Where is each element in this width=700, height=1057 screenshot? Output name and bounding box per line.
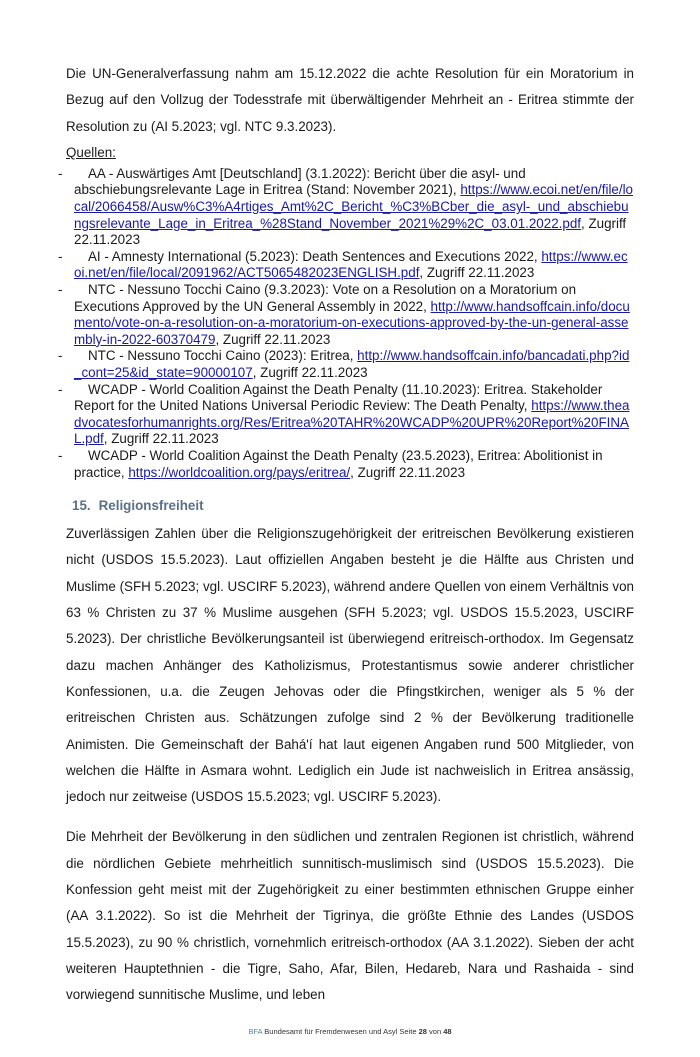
reference-item [58, 382, 634, 448]
reference-item [58, 282, 634, 348]
page-footer [66, 1027, 634, 1037]
reference-text: WCADP - World Coalition Against the Death Penalty (23.5.2023), Eritrea: Abolitionist in practice, [74, 447, 603, 480]
footer-org: Bundesamt für Fremdenwesen und Asyl [264, 1026, 398, 1036]
section-number: 15. [72, 498, 91, 514]
intro-paragraph: Die UN-Generalverfassung nahm am 15.12.2022 die achte Resolution für ein Moratorium in Bezug auf den Vollzug der Todesstrafe mit überwältigender Mehrheit an - Eritrea stimmte der Resolution zu (AI 5.2023; vgl. NTC 9.3.2023). [66, 66, 634, 134]
reference-text: NTC - Nessuno Tocchi Caino (2023): Eritrea, [88, 348, 358, 364]
reference-item [58, 249, 634, 282]
list-dash: - [58, 447, 63, 463]
section-heading [72, 497, 634, 515]
page-total: 48 [443, 1026, 452, 1036]
reference-access-date: , Zugriff 22.11.2023 [103, 431, 219, 447]
reference-link[interactable]: https://www.ecoi.net/en/file/local/2066458/Ausw%C3%A4rtiges_Amt%2C_Bericht_%C3%BCber_die_asyl-_und_abschiebungsrelevante_Lage_in_Eritrea_%28Stand_November_2021%29%2C_03.01.2022.pdf [74, 182, 634, 231]
reference-link[interactable]: http://www.handsoffcain.info/bancadati.php?id_cont=25&id_state=90000107 [74, 348, 630, 381]
reference-link[interactable]: https://www.ecoi.net/en/file/local/2091962/ACT5065482023ENGLISH.pdf [74, 248, 628, 281]
reference-access-date: , Zugriff 22.11.2023 [252, 365, 368, 381]
footer-page-label: Seite [399, 1026, 417, 1036]
reference-access-date: , Zugriff 22.11.2023 [419, 265, 535, 281]
reference-link[interactable]: http://www.handsoffcain.info/documento/vote-on-a-resolution-on-a-moratorium-on-executions-approved-by-the-un-general-assembly-in-2022-60370479 [74, 298, 630, 347]
body-paragraph: Die Mehrheit der Bevölkerung in den südlichen und zentralen Regionen ist christlich, während die nördlichen Gebiete mehrheitlich sunnitisch-muslimisch sind (USDOS 15.5.2023). Die Konfession geht meist mit der Zugehörigkeit zu einer bestimmten ethnischen Gruppe einher (AA 3.1.2022). So ist die Mehrheit der Tigrinya, die größte Ethnie des Landes (USDOS 15.5.2023), zu 90 % christlich, vornehmlich eritreisch-orthodox (AA 3.1.2022). Sieben der acht weiteren Hauptethnien - die Tigre, Saho, Afar, Bilen, Hedareb, Nara und Rashaida - sind vorwiegend sunnitische Muslime, und leben [66, 829, 634, 1003]
list-dash: - [58, 165, 63, 181]
sources-label: Quellen: [66, 144, 116, 160]
reference-text: NTC - Nessuno Tocchi Caino (9.3.2023): Vote on a Resolution on a Moratorium on Executions Approved by the UN General Assembly in 2022, [74, 282, 577, 314]
reference-item [58, 348, 634, 381]
body-paragraph: Zuverlässigen Zahlen über die Religionszugehörigkeit der eritreischen Bevölkerung existieren nicht (USDOS 15.5.2023). Laut offiziellen Angaben besteht je die Hälfte aus Christen und Muslime (SFH 5.2023; vgl. USCIRF 5.2023), während andere Quellen von einem Verhältnis von 63 % Christen zu 37 % Muslime ausgehen (SFH 5.2023; vgl. USDOS 15.5.2023, USCIRF 5.2023). Der christliche Bevölkerungsanteil ist überwiegend eritreisch-orthodox. Im Gegensatz dazu machen Anhänger des Katholizismus, Protestantismus sowie anderer christlicher Konfessionen, u.a. die Zeugen Jehovas oder die Pfingstkirchen, weniger als 5 % der eritreischen Christen aus. Schätzungen zufolge sind 2 % der Bevölkerung traditionelle Animisten. Die Gemeinschaft der Bahá'í hat laut eigenen Angaben rund 500 Mitglieder, von welchen die Hälfte in Asmara wohnt. Lediglich ein Jude ist nachweislich in Eritrea ansässig, jedoch nur zeitweise (USDOS 15.5.2023; vgl. USCIRF 5.2023). [66, 526, 634, 805]
list-dash: - [58, 282, 63, 298]
bfa-logo: BFA [248, 1026, 263, 1036]
footer-of-label: von [429, 1026, 442, 1036]
reference-link[interactable]: https://worldcoalition.org/pays/eritrea/ [128, 464, 351, 480]
reference-item [58, 448, 634, 481]
reference-item [58, 166, 634, 249]
list-dash: - [58, 381, 63, 397]
reference-text: AI - Amnesty International (5.2023): Death Sentences and Executions 2022, [88, 248, 542, 264]
page-number: 28 [418, 1026, 427, 1036]
reference-text: AA - Auswärtiges Amt [Deutschland] (3.1.2022): Bericht über die asyl- und abschiebungsrelevante Lage in Eritrea (Stand: November 2021), [74, 165, 526, 198]
reference-text: WCADP - World Coalition Against the Death Penalty (11.10.2023): Eritrea. Stakeholder Report for the United Nations Universal Periodic Review: The Death Penalty, [74, 381, 603, 414]
reference-list [58, 166, 634, 481]
list-dash: - [58, 348, 63, 364]
reference-access-date: , Zugriff 22.11.2023 [74, 215, 627, 248]
reference-access-date: , Zugriff 22.11.2023 [215, 331, 331, 347]
list-dash: - [58, 248, 63, 264]
reference-link[interactable]: https://www.theadvocatesforhumanrights.org/Res/Eritrea%20TAHR%20WCADP%20UPR%20Report%20FINAL.pdf [74, 398, 630, 447]
reference-access-date: , Zugriff 22.11.2023 [350, 464, 466, 480]
section-title: Religionsfreiheit [98, 498, 204, 514]
